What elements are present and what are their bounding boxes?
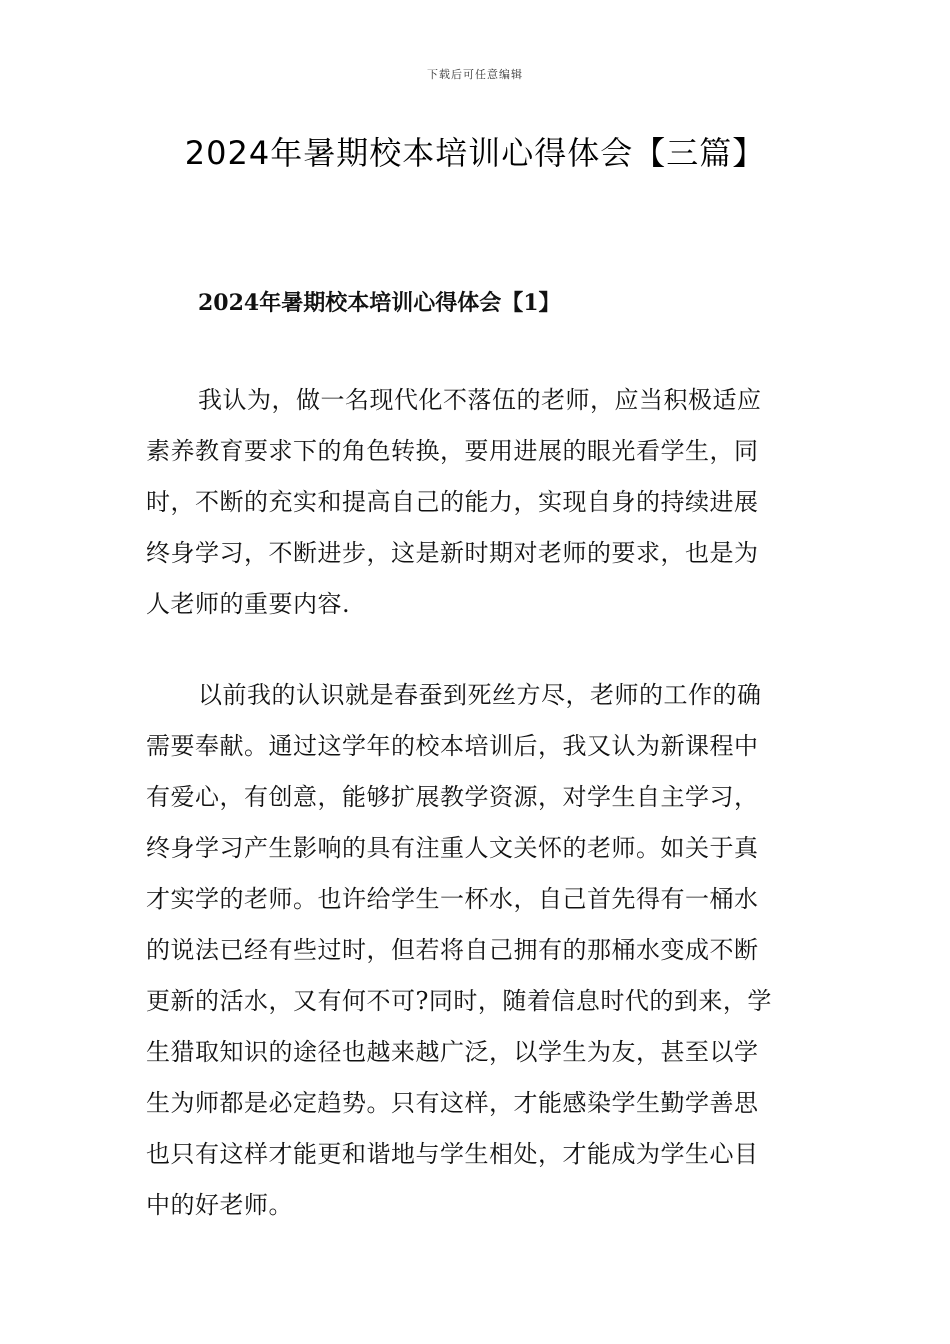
paragraph-line: 需要奉献。通过这学年的校本培训后，我又认为新课程中 xyxy=(146,732,759,760)
paragraph-line: 生猎取知识的途径也越来越广泛，以学生为友，甚至以学 xyxy=(146,1038,759,1066)
paragraph-2 xyxy=(146,670,806,1231)
paragraph-line: 更新的活水，又有何不可?同时，随着信息时代的到来，学 xyxy=(146,987,772,1015)
paragraph-line: 终身学习，不断进步，这是新时期对老师的要求，也是为 xyxy=(146,539,759,567)
paragraph-line: 终身学习产生影响的具有注重人文关怀的老师。如关于真 xyxy=(146,834,759,862)
paragraph-line: 素养教育要求下的角色转换，要用进展的眼光看学生，同 xyxy=(146,437,759,465)
paragraph-line: 以前我的认识就是春蚕到死丝方尽，老师的工作的确 xyxy=(198,681,762,709)
document-title: 2024年暑期校本培训心得体会【三篇】 xyxy=(184,134,766,172)
paragraph-line: 生为师都是必定趋势。只有这样，才能感染学生勤学善思 xyxy=(146,1089,759,1117)
paragraph-line: 的说法已经有些过时，但若将自己拥有的那桶水变成不断 xyxy=(146,936,759,964)
paragraph-line: 也只有这样才能更和谐地与学生相处，才能成为学生心目 xyxy=(146,1140,759,1168)
paragraph-line: 人老师的重要内容. xyxy=(146,590,351,618)
paragraph-1 xyxy=(146,375,806,630)
paragraph-line: 中的好老师。 xyxy=(146,1191,293,1219)
section-heading: 2024年暑期校本培训心得体会【1】 xyxy=(198,290,561,316)
paragraph-line: 我认为，做一名现代化不落伍的老师，应当积极适应 xyxy=(198,386,762,414)
paragraph-line: 时，不断的充实和提高自己的能力，实现自身的持续进展 xyxy=(146,488,759,516)
paragraph-line: 有爱心，有创意，能够扩展教学资源，对学生自主学习， xyxy=(146,783,759,811)
paragraph-line: 才实学的老师。也许给学生一杯水，自己首先得有一桶水 xyxy=(146,885,759,913)
header-note: 下载后可任意编辑 xyxy=(427,68,523,81)
